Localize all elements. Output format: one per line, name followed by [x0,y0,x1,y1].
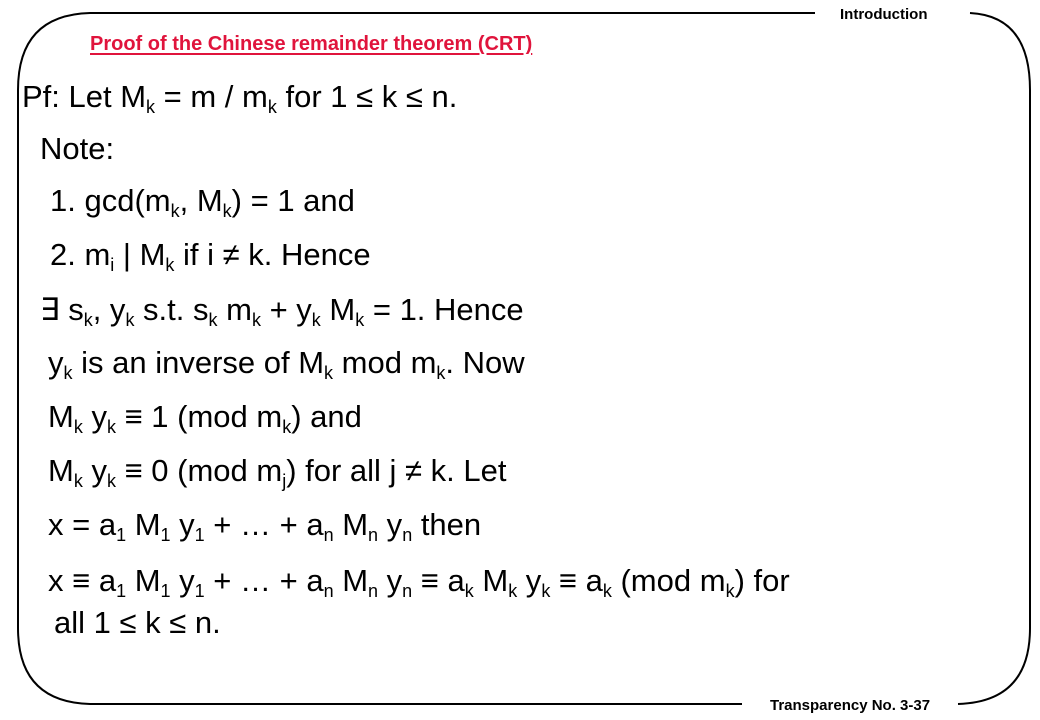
proof-line-11: all 1 ≤ k ≤ n. [54,605,221,640]
proof-line-9: $x = a_1$ $M_1$ $y_1$ + … + $a_n$ $M_n$ $y_n$ then [48,507,482,545]
section-label: Introduction [834,6,933,23]
proof-line-2: Note: [40,131,115,166]
proof-line-6: $y_k$ is an inverse of $M_k$ mod $m_k$. Now [48,345,525,383]
slide-title: Proof of the Chinese remainder theorem (CRT) [90,33,533,55]
proof-line-10: $x \equiv a_1$ $M_1$ $y_1$ + … + $a_n$ $M_n$ $y_n \equiv a_k$ $M_k$ $y_k \equiv a_k$ (mod $m_k$) for [48,563,790,601]
proof-line-1: Pf: Let $M_k = m / m_k$ for 1 ≤ k ≤ n. [22,79,458,117]
page-number-label: Transparency No. 3-37 [764,697,936,714]
proof-line-3: 1. $\gcd(m_k$, $M_k) = 1$ and [50,183,355,221]
proof-line-5: ∃ $s_k$, $y_k$ s.t. $s_k$ $m_k + y_k$ $M_k = 1$. Hence [40,292,524,330]
proof-line-4: 2. $m_i$ | $M_k$ if i ≠ k. Hence [50,237,371,275]
proof-line-7: $M_k$ $y_k \equiv 1$ (mod $m_k$) and [48,399,362,437]
proof-line-8: $M_k$ $y_k \equiv 0$ (mod $m_j$) for all j ≠ k. Let [48,453,507,491]
